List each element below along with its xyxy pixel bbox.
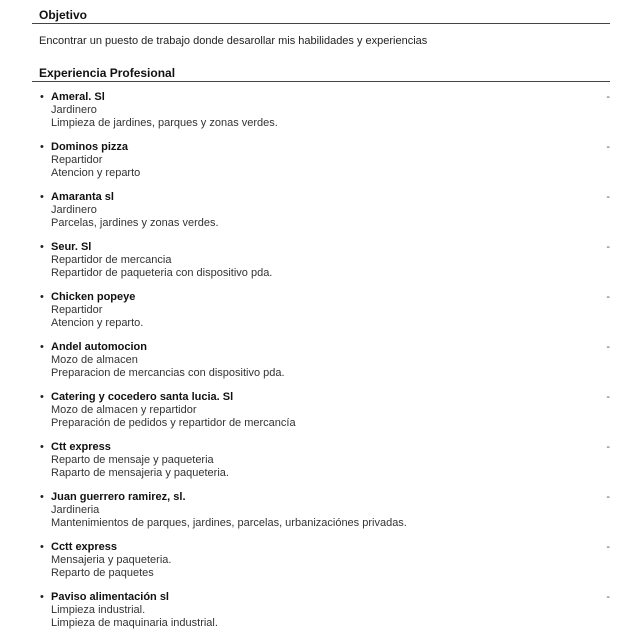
job-description: Mantenimientos de parques, jardines, parcelas, urbanizaciónes privadas. [51, 517, 407, 529]
experience-heading: Experiencia Profesional [32, 58, 610, 82]
bullet-icon: • [40, 341, 44, 353]
bullet-icon: • [40, 441, 44, 453]
bullet-icon: • [40, 91, 44, 103]
bullet-icon: • [40, 141, 44, 153]
job-description: Atencion y reparto [51, 167, 141, 179]
date-dash: - [606, 391, 610, 403]
bullet-icon: • [40, 591, 44, 603]
objective-heading: Objetivo [32, 0, 610, 24]
experience-list [32, 82, 610, 641]
job-role: Reparto de mensaje y paqueteria [51, 454, 214, 466]
experience-item [32, 491, 610, 541]
company-name: Cctt express [51, 541, 118, 553]
company-name: Juan guerrero ramirez, sl. [51, 491, 186, 503]
job-description: Reparto de paquetes [51, 567, 154, 579]
experience-item [32, 341, 610, 391]
company-name: Chicken popeye [51, 291, 136, 303]
company-name: Ameral. Sl [51, 91, 105, 103]
job-role: Repartidor [51, 304, 103, 316]
experience-item [32, 591, 610, 641]
date-dash: - [606, 141, 610, 153]
experience-item [32, 191, 610, 241]
job-description: Raparto de mensajeria y paqueteria. [51, 467, 229, 479]
bullet-icon: • [40, 391, 44, 403]
job-description: Atencion y reparto. [51, 317, 144, 329]
company-name: Dominos pizza [51, 141, 129, 153]
bullet-icon: • [40, 241, 44, 253]
company-name: Paviso alimentación sl [51, 591, 169, 603]
job-role: Mozo de almacen y repartidor [51, 404, 197, 416]
date-dash: - [606, 491, 610, 503]
job-role: Mensajeria y paqueteria. [51, 554, 172, 566]
job-role: Jardineria [51, 504, 100, 516]
job-role: Mozo de almacen [51, 354, 138, 366]
job-role: Jardinero [51, 204, 97, 216]
experience-item [32, 441, 610, 491]
company-name: Ctt express [51, 441, 111, 453]
date-dash: - [606, 341, 610, 353]
bullet-icon: • [40, 541, 44, 553]
experience-item [32, 141, 610, 191]
experience-item [32, 291, 610, 341]
experience-item [32, 391, 610, 441]
job-role: Limpieza industrial. [51, 604, 146, 616]
resume-page [32, 0, 610, 641]
job-role: Repartidor [51, 154, 103, 166]
job-description: Parcelas, jardines y zonas verdes. [51, 217, 219, 229]
date-dash: - [606, 591, 610, 603]
job-description: Repartidor de paqueteria con dispositivo pda. [51, 267, 273, 279]
job-role: Repartidor de mercancia [51, 254, 172, 266]
bullet-icon: • [40, 291, 44, 303]
date-dash: - [606, 291, 610, 303]
job-description: Preparación de pedidos y repartidor de mercancía [51, 417, 296, 429]
company-name: Catering y cocedero santa lucia. Sl [51, 391, 234, 403]
date-dash: - [606, 191, 610, 203]
experience-item [32, 241, 610, 291]
bullet-icon: • [40, 191, 44, 203]
objective-text: Encontrar un puesto de trabajo donde desarollar mis habilidades y experiencias [39, 35, 428, 47]
job-description: Preparacion de mercancias con dispositivo pda. [51, 367, 285, 379]
bullet-icon: • [40, 491, 44, 503]
experience-item [32, 541, 610, 591]
company-name: Amaranta sl [51, 191, 114, 203]
job-role: Jardinero [51, 104, 97, 116]
date-dash: - [606, 441, 610, 453]
date-dash: - [606, 541, 610, 553]
date-dash: - [606, 91, 610, 103]
date-dash: - [606, 241, 610, 253]
company-name: Seur. Sl [51, 241, 92, 253]
job-description: Limpieza de maquinaria industrial. [51, 617, 218, 629]
experience-item [32, 91, 610, 141]
company-name: Andel automocion [51, 341, 147, 353]
job-description: Limpieza de jardines, parques y zonas verdes. [51, 117, 278, 129]
